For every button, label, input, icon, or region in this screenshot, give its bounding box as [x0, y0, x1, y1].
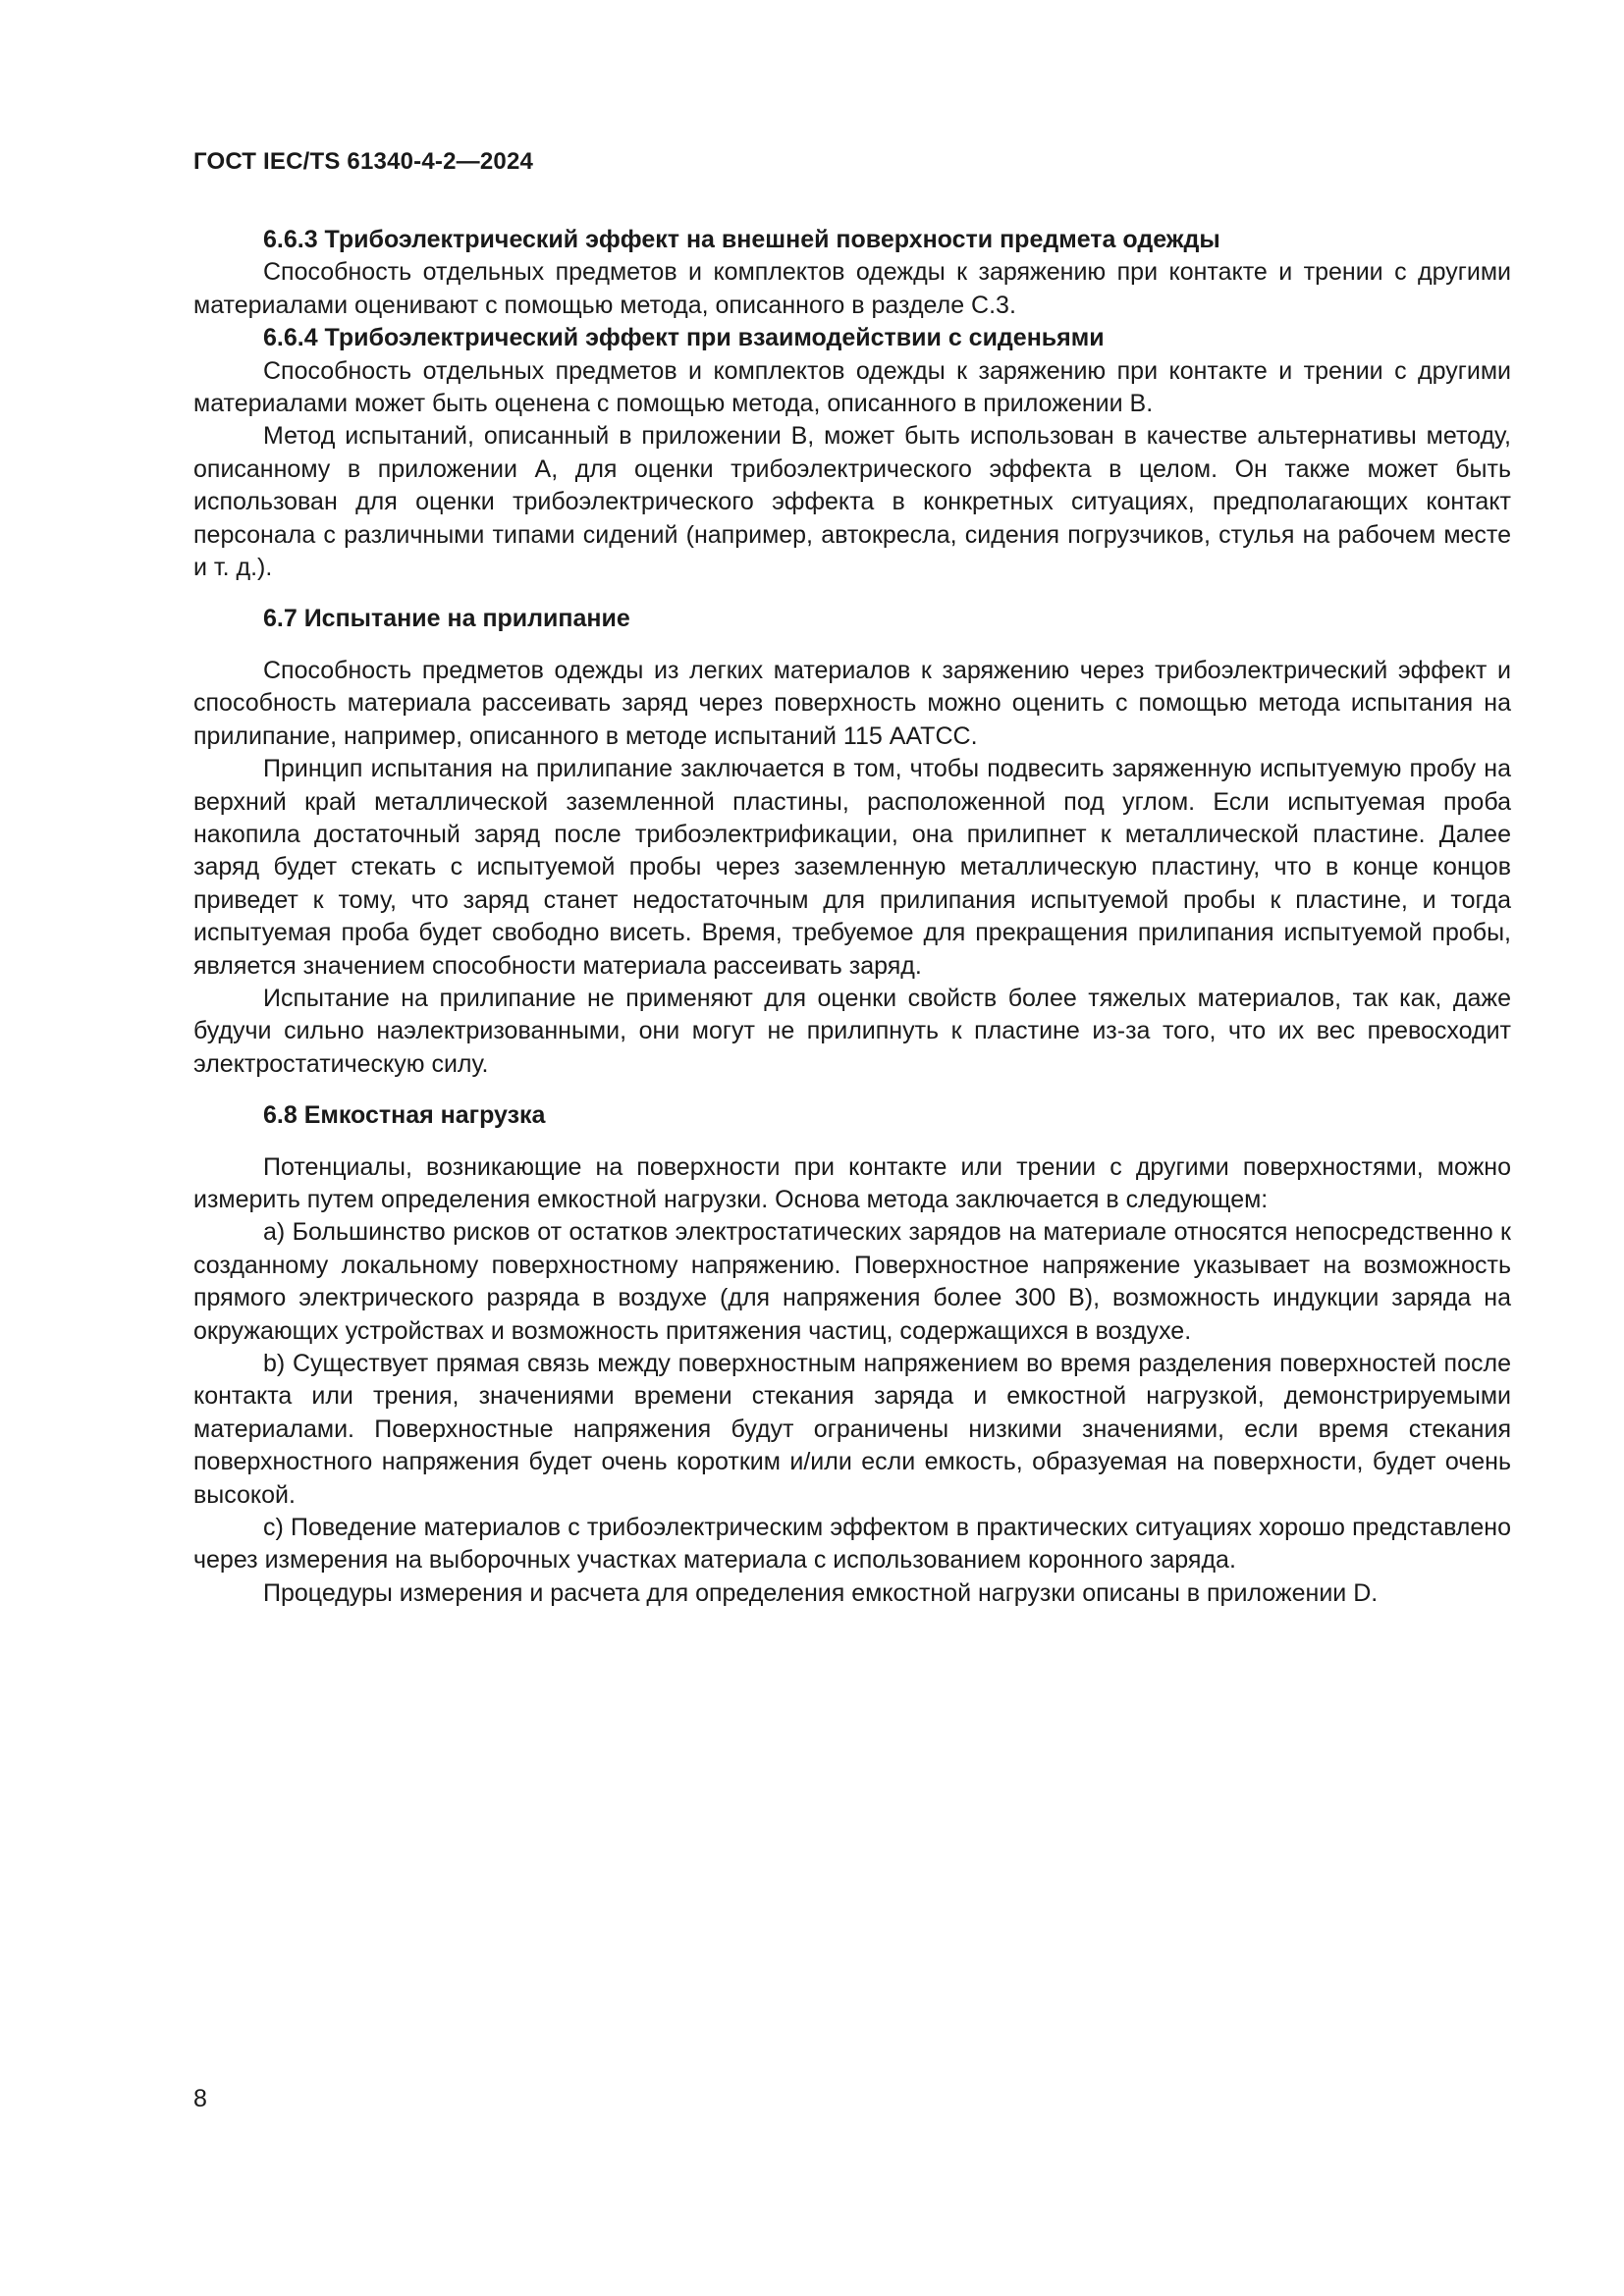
list-item-a: a) Большинство рисков от остатков электростатических зарядов на материале относятся непосредственно к созданному локальному поверхностному напряжению. Поверхностное напряжение указывает на возможность прямого электрического разряда в воздухе (для напряжения более 300 В), возможность индукции заряда на окружающих устройствах и возможность притяжения частиц, содержащихся в воздухе. [193, 1218, 1511, 1345]
paragraph-6-6-4-2: Метод испытаний, описанный в приложении В, может быть использован в качестве альтернативы методу, описанному в приложении А, для оценки трибоэлектрического эффекта в целом. Он также может быть использован для оценки трибоэлектрического эффекта в конкретных ситуациях, предполагающих контакт персонала с различными типами сидений (например, автокресла, сидения погрузчиков, стулья на рабочем месте и т. д.). [193, 422, 1511, 582]
list-item-b: b) Существует прямая связь между поверхностным напряжением во время разделения поверхностей после контакта или трения, значениями времени стекания заряда и емкостной нагрузкой, демонстрируемыми материалами. Поверхностные напряжения будут ограничены низкими значениями, если время стекания поверхностного напряжения будет очень коротким и/или если емкость, образуемая на поверхности, будет очень высокой. [193, 1350, 1511, 1509]
heading-6-8: 6.8 Емкостная нагрузка [263, 1101, 546, 1130]
document-code-header: ГОСТ IEC/TS 61340-4-2—2024 [193, 148, 534, 175]
document-body [193, 224, 1511, 1610]
list-item-c: c) Поведение материалов с трибоэлектрическим эффектом в практических ситуациях хорошо представлено через измерения на выборочных участках материала с использованием коронного заряда. [193, 1514, 1511, 1575]
paragraph-6-7-3: Испытание на прилипание не применяют для оценки свойств более тяжелых материалов, так как, даже будучи сильно наэлектризованными, они могут не прилипнуть к пластине из-за того, что их вес превосходит электростатическую силу. [193, 984, 1511, 1078]
paragraph-6-8-last: Процедуры измерения и расчета для определения емкостной нагрузки описаны в приложении D. [263, 1578, 1379, 1607]
paragraph-6-7-1: Способность предметов одежды из легких материалов к заряжению через трибоэлектрический эффект и способность материала рассеивать заряд через поверхность можно оценить с помощью метода испытания на прилипание, например, описанного в методе испытаний 115 AATCC. [193, 656, 1511, 750]
heading-6-6-4: 6.6.4 Трибоэлектрический эффект при взаимодействии с сиденьями [263, 324, 1105, 352]
heading-6-7: 6.7 Испытание на прилипание [263, 605, 630, 633]
page-number: 8 [193, 2085, 207, 2112]
paragraph-6-7-2: Принцип испытания на прилипание заключается в том, чтобы подвесить заряженную испытуемую пробу на верхний край металлической заземленной пластины, расположенной под углом. Если испытуемая проба накопила достаточный заряд после трибоэлектрификации, она прилипнет к металлической пластине. Далее заряд будет стекать с испытуемой пробы через заземленную металлическую пластину, что в конце концов приведет к тому, что заряд станет недостаточным для прилипания испытуемой пробы к пластине, и тогда испытуемая проба будет свободно висеть. Время, требуемое для прекращения прилипания испытуемой пробы, является значением способности материала рассеивать заряд. [193, 755, 1511, 980]
paragraph-6-8-1: Потенциалы, возникающие на поверхности при контакте или трении с другими поверхностями, можно измерить путем определения емкостной нагрузки. Основа метода заключается в следующем: [193, 1152, 1511, 1213]
paragraph-6-6-4-1: Способность отдельных предметов и комплектов одежды к заряжению при контакте и трении с другими материалами может быть оценена с помощью метода, описанного в приложении В. [193, 356, 1511, 418]
heading-6-6-3: 6.6.3 Трибоэлектрический эффект на внешней поверхности предмета одежды [263, 226, 1220, 253]
paragraph-6-6-3-1: Способность отдельных предметов и комплектов одежды к заряжению при контакте и трении с другими материалами оценивают с помощью метода, описанного в разделе С.3. [193, 258, 1511, 319]
